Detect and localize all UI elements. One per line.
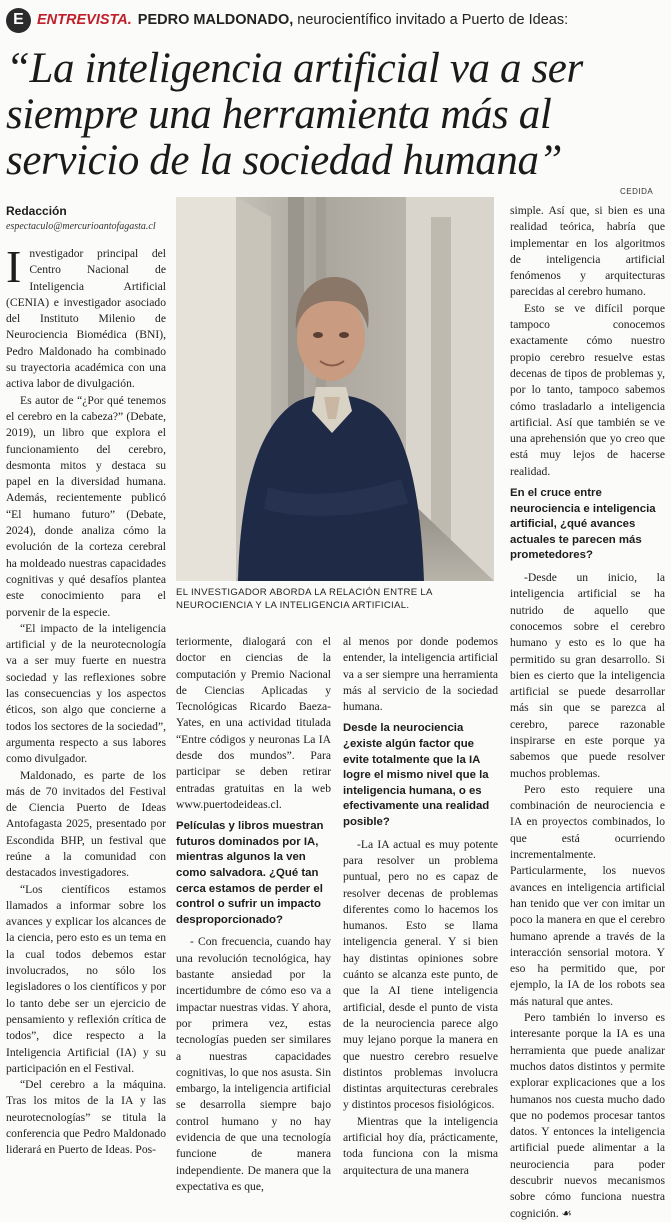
article-paragraph: “Los científicos estamos llamados a informar sobre los avances y explicar los alcances de la ciencia, pero esto es un tema en la cual todos debemos estar involucrados, no sólo los legisladores o los científicos y por lo tanto debe ser un ejercicio de pensamiento y reflexión crítica de todos”, dice respecto a la Inteligencia Artificial (IA) y su participación en el Festival. [6,882,166,1075]
article-paragraph: Investigador principal del Centro Nacional de Inteligencia Artificial (CENIA) e investigador asociado del Instituto Milenio de Neurociencia Biomédica (BNI), Pedro Maldonado ha combinado su trayectoria académica con una activa labor de divulgación. [6,241,166,391]
portrait-illustration [176,197,494,581]
article-paragraph: -La IA actual es muy potente para resolver un problema puntual, pero no es capaz de resolver decenas de problemas diferentes como lo hacemos los humanos. Esto se llama inteligencia general. Y si bien hay distintas opiniones sobre cuánto se alcanza este punto, de que la AI tiene inteligencia artificial, desde el punto de vista de la neurociencia parece algo muy lejano porque la manera en que nuestro cerebro resuelve distintos problemas involucra distintas arquitecturas cerebrales y distintos procesos fisiológicos. [343,837,498,1112]
drop-cap: I [6,241,22,292]
section-badge: E [6,8,31,33]
article-paragraph: simple. Así que, si bien es una realidad teórica, habría que implementar en los algoritmos de inteligencia artificial fenómenos y arquitecturas parecidas al cerebro humano. [510,204,665,299]
article-column-2 [176,634,331,1195]
article-paragraph: “El impacto de la inteligencia artificial y de la neurotecnología va a ser muy fuerte en nuestra sociedad y las reflexiones sobre las consecuencias y los aspectos éticos, son algo que concierne a todos los sectores de la sociedad”, argumenta respecto a sus labores como divulgador. [6,621,166,766]
interview-question: Películas y libros muestran futuros dominados por IA, mientras algunos la ven como salvadora. ¿Qué tan cerca estamos de perder el control o sufrir un impacto desproporcionado? [176,820,324,926]
byline-email: espectaculo@mercurioantofagasta.cl [6,221,156,232]
article-paragraph: Es autor de “¿Por qué tenemos el cerebro en la cabeza?” (Debate, 2019), un libro que explora el funcionamiento del cerebro, desmonta mitos y destaca su papel en la diversidad humana. Además, recientemente publicó “El humano futuro” (Debate, 2024), donde analiza cómo la evolución de la corteza cerebral ha moldeado nuestras capacidades cognitivas y qué desafíos plantea este conocimiento para el porvenir de la especie. [6,393,166,619]
byline-author: Redacción [6,204,67,218]
article-paragraph: Maldonado, es parte de los más de 70 invitados del Festival de Ciencia Puerto de Ideas Antofagasta 2025, presentado por Escondida BHP, un festival que reúne a la comunidad con destacados investigadores. [6,768,166,880]
photo-credit: CEDIDA [620,187,654,196]
article-paragraph: - Con frecuencia, cuando hay una revolución tecnológica, hay bastante ansiedad por la incertidumbre de cómo eso va a impactar nuestras vidas. Y ahora, por primera vez, estas tecnologías pueden ser similares a nuestras capacidades cognitivas, lo que nos asusta. Sin embargo, la inteligencia artificial se desarrolla siempre bajo control humano y no hay evidencia de que una tecnología funcione de manera independiente. De manera que la expectativa es que, [176,935,331,1193]
photo-caption: EL INVESTIGADOR ABORDA LA RELACIÓN ENTRE LA NEUROCIENCIA Y LA INTELIGENCIA ARTIFICIAL. [176,587,433,611]
article-column-4 [510,203,665,1222]
interview-question: Desde la neurociencia ¿existe algún factor que evite totalmente que la IA logre el mismo nivel que la inteligencia humana, o es efectivamente una realidad posible? [343,722,490,829]
interview-question: En el cruce entre neurociencia e inteligencia artificial, ¿qué avances actuales te parecen más prometedores? [510,487,656,562]
article-paragraph: al menos por donde podemos entender, la inteligencia artificial va a ser siempre una herramienta más al servicio de la sociedad humana. [343,635,498,714]
section-label: ENTREVISTA. [37,12,132,28]
article-paragraph: Mientras que la inteligencia artificial hoy día, prácticamente, toda funciona con la misma arquitectura de una manera [343,1114,498,1177]
article-paragraph: Pero también lo inverso es interesante porque la IA es una herramienta que puede analizar muchos datos distintos y permite explorar explicaciones que a los humanos nos cuesta mucho dado que no podemos procesar tantos datos. Y entonces la inteligencia artificial puede alimentar a la neurociencia para poder descubrir nuevos mecanismos sobre cómo funciona nuestra cognición. ☙ [510,1011,665,1220]
interviewee-name: PEDRO MALDONADO, [137,12,294,28]
end-mark-icon: ☙ [561,1206,572,1220]
article-column-3 [343,634,498,1179]
article-paragraph: Esto se ve difícil porque tampoco conocemos exactamente cómo nuestro propio cerebro resuelve estas decenas de tipos de problemas y, por lo tanto, tampoco sabemos cómo trasladarlo a inteligencia artificial. Así que también se ve una aprehensión que yo creo que está muy lejos de hacerse realidad. [510,301,665,478]
headline: “La inteligencia artificial va a ser siempre una herramienta más al servicio de la sociedad humana” [6,45,583,184]
article-paragraph: teriormente, dialogará con el doctor en ciencias de la computación y Premio Nacional de Ciencias Aplicadas y Tecnológicas Ricardo Baeza-Yates, en una actividad titulada “Entre códigos y neuronas La IA desde dos mundos”. Para participar se deben retirar entradas gratuitas en la web www.puertodeideas.cl. [176,635,331,811]
article-paragraph: “Del cerebro a la máquina. Tras los mitos de la IA y las neurotecnologías” se titula la conferencia que Pedro Maldonado liderará en Puerto de Ideas. Pos- [6,1078,166,1157]
article-kicker [6,6,568,34]
article-paragraph: -Desde un inicio, la inteligencia artificial se ha nutrido de aquello que conocemos sobre el cerebro humano y esto es lo que ha permitido su gran desarrollo. Si bien es cierto que la inteligencia artificial se puede desarrollar más sin que se parezca al cerebro, parece razonable inspirarse en este porque ya sabemos que puede resolver muchos problemas. [510,571,665,780]
article-column-1 [6,241,166,1159]
article-paragraph: Pero esto requiere una combinación de neurociencia e IA en proyectos combinados, lo que está ocurriendo incrementalmente. Particularmente, los nuevos avances en inteligencia artificial han tenido que ver con imitar un poco la manera en que el cerebro humano aprende a través de la interacción sensorial motora. Y eso ha permitido que, por ejemplo, la IA de los robots sea más natural que antes. [510,782,665,1008]
interviewee-description: neurocientífico invitado a Puerto de Ideas: [297,12,569,28]
interviewee-photo [176,197,494,581]
